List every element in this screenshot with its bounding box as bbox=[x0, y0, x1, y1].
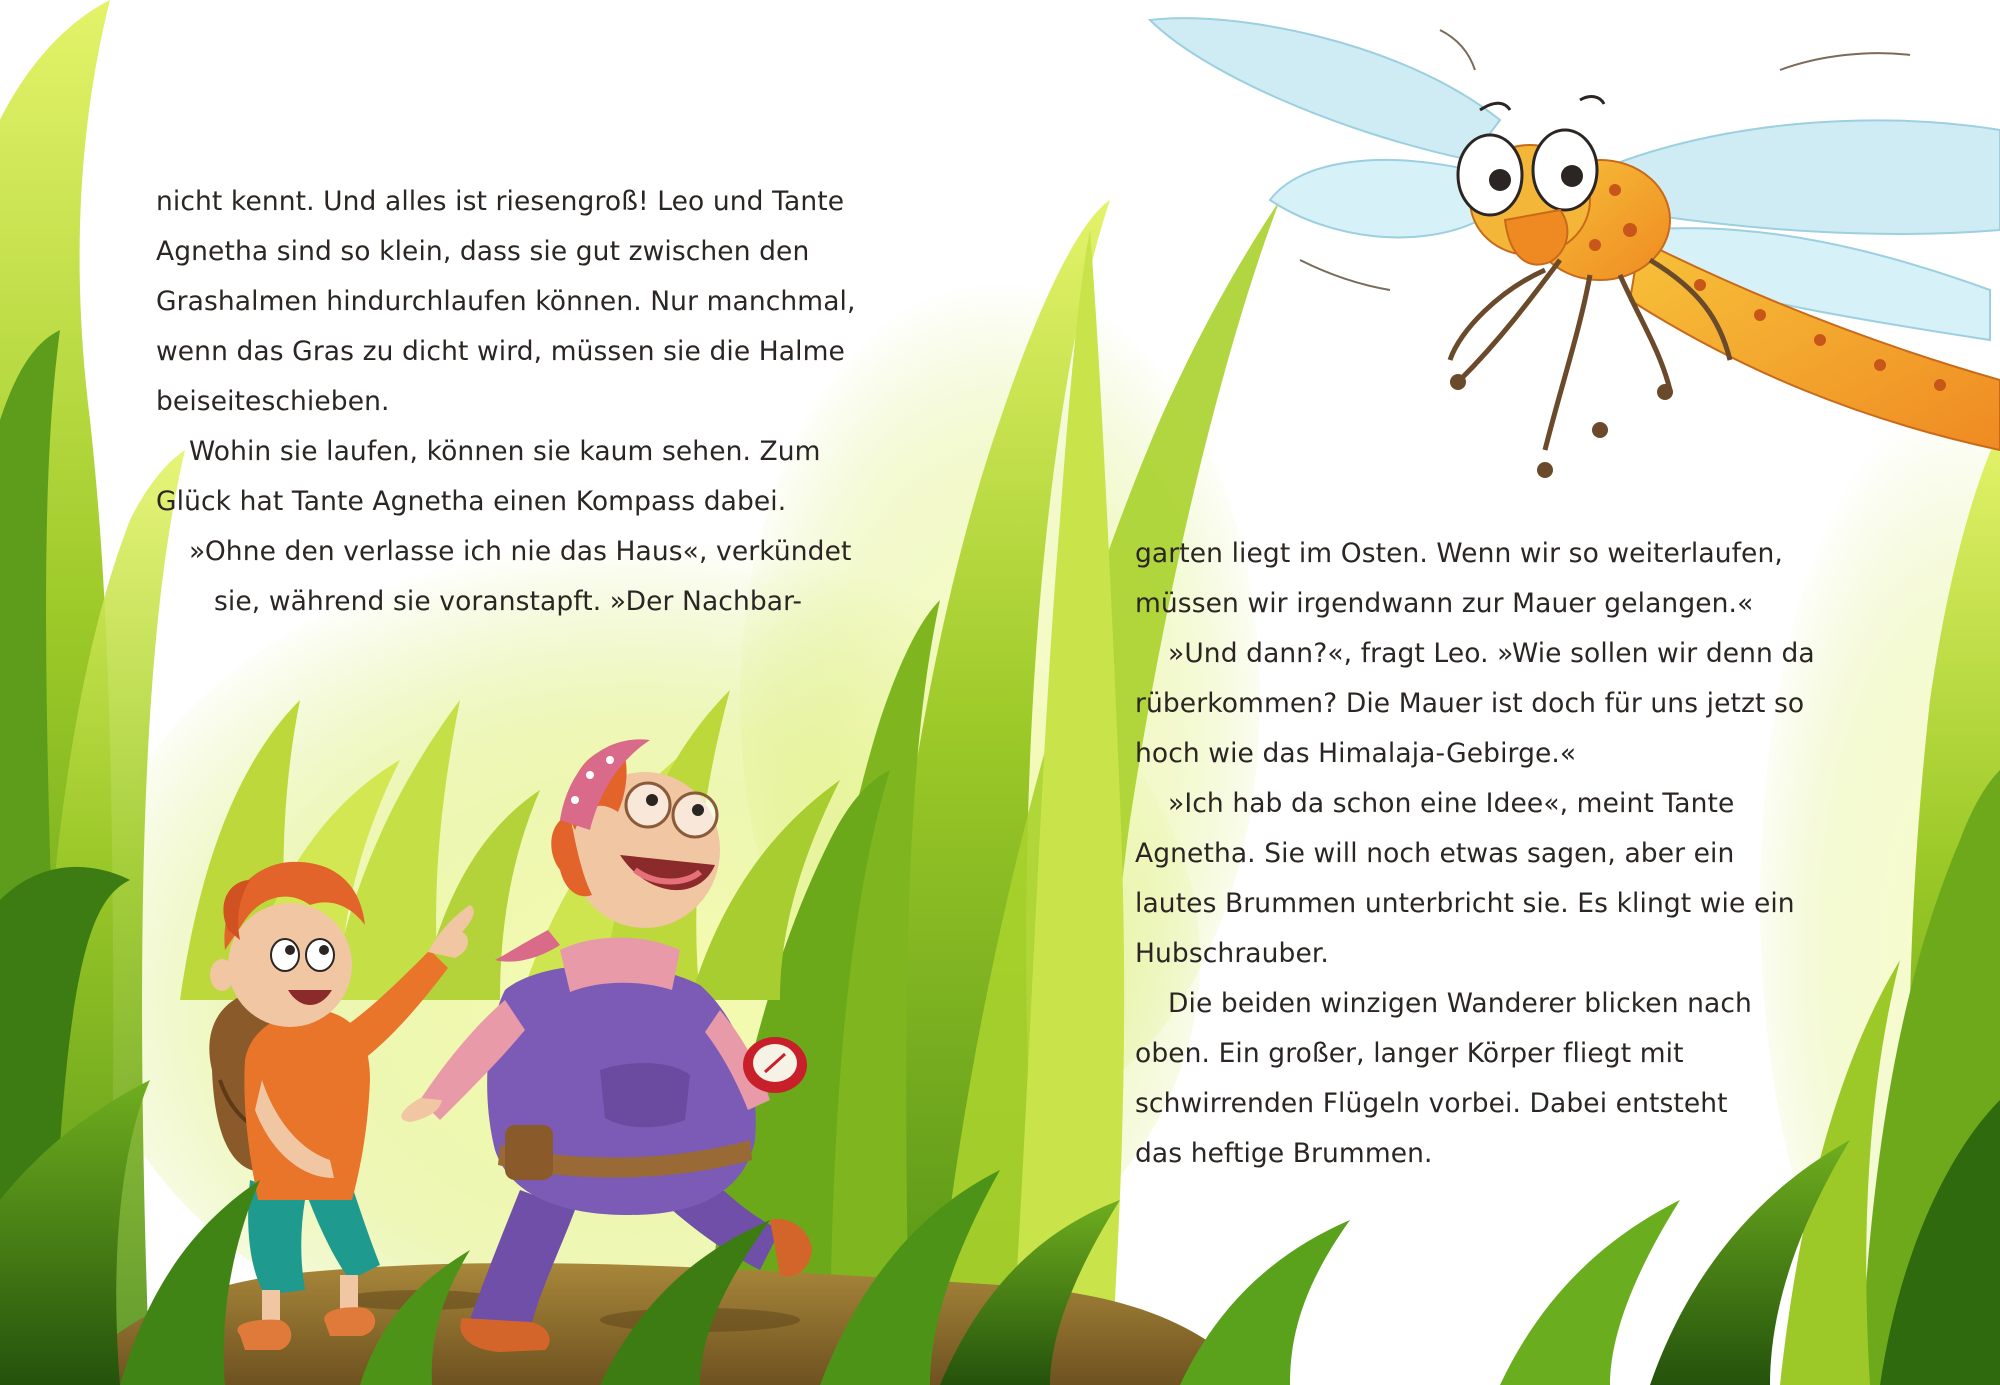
paragraph-line: hoch wie das Himalaja-Gebirge.« bbox=[1135, 738, 1577, 769]
compass-icon bbox=[743, 1037, 807, 1093]
paragraph-line: Wohin sie laufen, können sie kaum sehen. Zum bbox=[189, 436, 821, 467]
paragraph-line: das heftige Brummen. bbox=[1135, 1138, 1433, 1169]
paragraph-line: Agnetha sind so klein, dass sie gut zwischen den bbox=[156, 236, 810, 267]
paragraph-line: oben. Ein großer, langer Körper fliegt mit bbox=[1135, 1038, 1684, 1069]
paragraph-line: Hubschrauber. bbox=[1135, 938, 1329, 969]
paragraph-line: Glück hat Tante Agnetha einen Kompass dabei. bbox=[156, 486, 787, 517]
dragonfly bbox=[1150, 18, 2000, 478]
paragraph-line: Grashalmen hindurchlaufen können. Nur manchmal, bbox=[156, 286, 856, 317]
paragraph-line: rüberkommen? Die Mauer ist doch für uns jetzt so bbox=[1135, 688, 1805, 719]
paragraph-line: »Und dann?«, fragt Leo. »Wie sollen wir denn da bbox=[1168, 638, 1815, 669]
paragraph-line: lautes Brummen unterbricht sie. Es klingt wie ein bbox=[1135, 888, 1795, 919]
paragraph-line: Die beiden winzigen Wanderer blicken nach bbox=[1168, 988, 1752, 1019]
paragraph-line: beiseiteschieben. bbox=[156, 386, 390, 417]
right-column-text bbox=[1135, 529, 1815, 1179]
paragraph-line: nicht kennt. Und alles ist riesengroß! Leo und Tante bbox=[156, 186, 845, 217]
paragraph-line: sie, während sie voranstapft. »Der Nachbar- bbox=[214, 586, 803, 617]
paragraph-line: »Ich hab da schon eine Idee«, meint Tante bbox=[1168, 788, 1735, 819]
paragraph-line: wenn das Gras zu dicht wird, müssen sie die Halme bbox=[156, 336, 845, 367]
paragraph-line: garten liegt im Osten. Wenn wir so weiterlaufen, bbox=[1135, 538, 1783, 569]
paragraph-line: müssen wir irgendwann zur Mauer gelangen.« bbox=[1135, 588, 1754, 619]
paragraph-line: schwirrenden Flügeln vorbei. Dabei entsteht bbox=[1135, 1088, 1728, 1119]
paragraph-line: Agnetha. Sie will noch etwas sagen, aber ein bbox=[1135, 838, 1735, 869]
left-column-text bbox=[156, 177, 856, 627]
paragraph-line: »Ohne den verlasse ich nie das Haus«, verkündet bbox=[189, 536, 852, 567]
